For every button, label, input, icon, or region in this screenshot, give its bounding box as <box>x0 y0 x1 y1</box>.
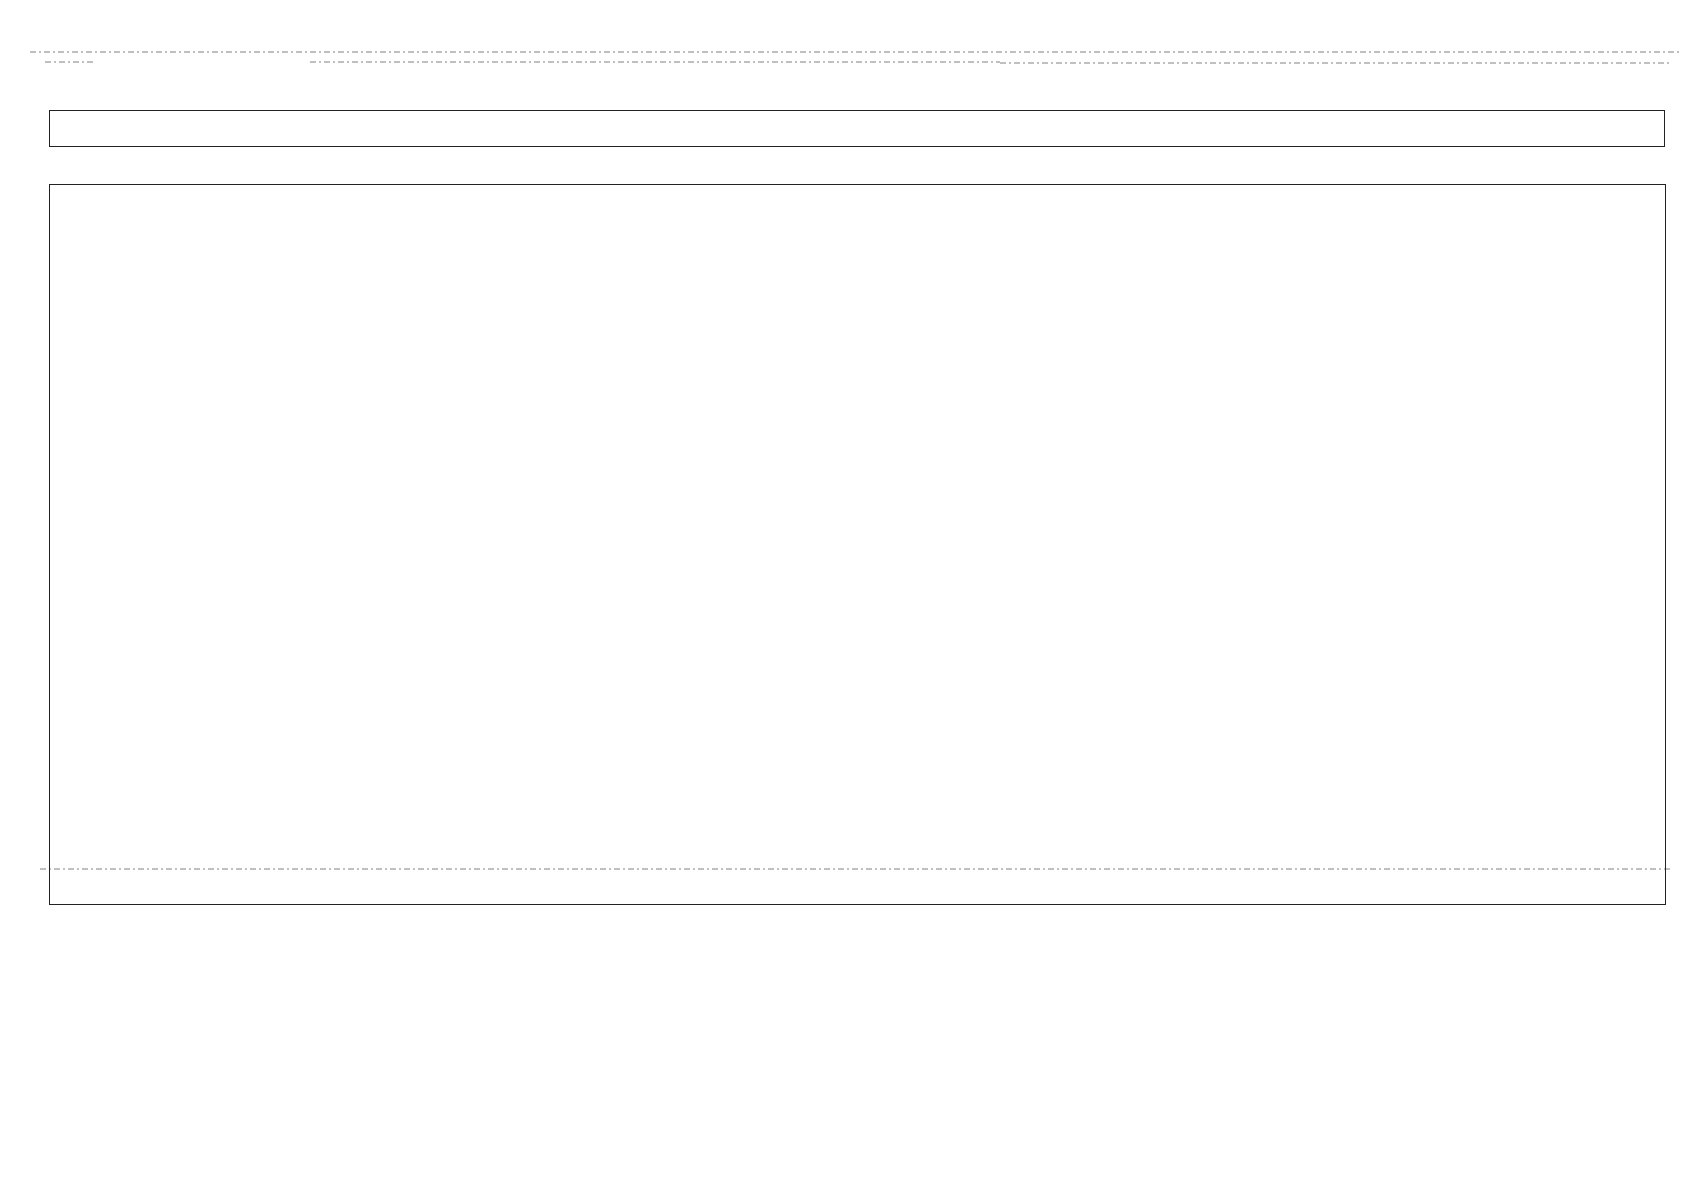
group-header-box <box>49 110 1665 147</box>
table-frame <box>49 184 1666 905</box>
